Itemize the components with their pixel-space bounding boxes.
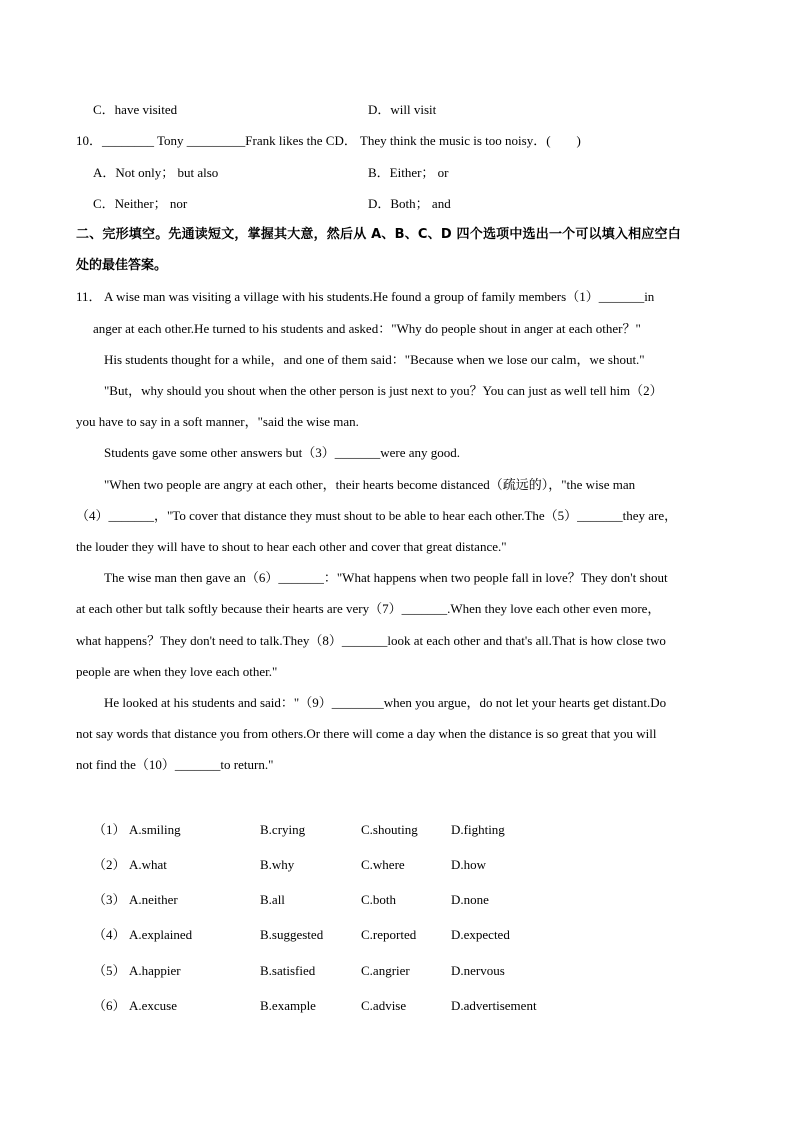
option-d: D.none xyxy=(451,892,489,907)
passage-line: Students gave some other answers but（3）_______were any good. xyxy=(104,445,460,460)
options-row xyxy=(0,997,794,1015)
passage-line: "But，why should you shout when the other person is just next to you？You can just as well tell him（2） xyxy=(104,383,663,398)
options-row xyxy=(0,926,794,944)
option-a: A.excuse xyxy=(129,998,178,1013)
passage-line: people are when they love each other." xyxy=(76,664,278,679)
q9-option-d: D．will visit xyxy=(368,102,437,117)
option-a: A.happier xyxy=(129,963,181,978)
option-number: （5） xyxy=(93,963,126,978)
passage-line: 11． A wise man was visiting a village with his students.He found a group of family members（1）_______in xyxy=(76,289,655,304)
option-number: （1） xyxy=(93,822,126,837)
option-b: B.crying xyxy=(260,822,306,837)
passage-line: The wise man then gave an（6）_______："What happens when two people fall in love？They don't shout xyxy=(104,570,668,585)
options-row xyxy=(0,891,794,909)
option-c: C.both xyxy=(361,892,397,907)
option-c: C.shouting xyxy=(361,822,418,837)
option-b: B.why xyxy=(260,857,295,872)
passage-line: what happens？They don't need to talk.They（8）_______look at each other and that's all.That is how close two xyxy=(76,633,666,648)
option-c: C.advise xyxy=(361,998,407,1013)
passage-line: anger at each other.He turned to his students and asked："Why do people shout in anger at each other？" xyxy=(93,321,641,336)
q9-option-c: C．have visited xyxy=(93,102,178,117)
option-b: B.suggested xyxy=(260,927,324,942)
option-b: B.satisfied xyxy=(260,963,316,978)
section-heading-line1: 二、完形填空。先通读短文，掌握其大意，然后从 A、B、C、D 四个选项中选出一个可以填入相应空白 xyxy=(76,227,681,242)
option-b: B.example xyxy=(260,998,316,1013)
q10-option-b: B．Either； or xyxy=(368,165,449,180)
passage-line: His students thought for a while，and one of them said："Because when we lose our calm，we shout." xyxy=(104,352,645,367)
passage-line: at each other but talk softly because their hearts are very（7）_______.When they love each other even more， xyxy=(76,601,661,616)
option-c: C.angrier xyxy=(361,963,410,978)
section-heading-line2: 处的最佳答案。 xyxy=(76,258,168,273)
option-d: D.nervous xyxy=(451,963,505,978)
option-d: D.how xyxy=(451,857,487,872)
option-b: B.all xyxy=(260,892,285,907)
q10-option-d: D．Both； and xyxy=(368,196,451,211)
passage-line: the louder they will have to shout to hear each other and cover that great distance." xyxy=(76,539,507,554)
passage-line: you have to say in a soft manner，"said the wise man. xyxy=(76,414,359,429)
option-a: A.what xyxy=(129,857,167,872)
option-number: （4） xyxy=(93,927,126,942)
q10-option-c: C．Neither； nor xyxy=(93,196,188,211)
option-number: （2） xyxy=(93,857,126,872)
passage-line: He looked at his students and said："（9）________when you argue，do not let your hearts get distant.Do xyxy=(104,695,667,710)
q10-stem: 10．________ Tony _________Frank likes the CD． They think the music is too noisy．( ) xyxy=(76,133,581,148)
option-number: （3） xyxy=(93,892,126,907)
option-a: A.explained xyxy=(129,927,193,942)
passage-line: not say words that distance you from others.Or there will come a day when the distance is so great that you will xyxy=(76,726,657,741)
passage-line: （4）_______，"To cover that distance they must shout to be able to hear each other.The（5）_______they are， xyxy=(76,508,678,523)
passage-line: "When two people are angry at each other，their hearts become distanced（疏远的），"the wise man xyxy=(104,477,636,492)
option-d: D.fighting xyxy=(451,822,505,837)
option-d: D.expected xyxy=(451,927,510,942)
option-c: C.reported xyxy=(361,927,417,942)
options-row xyxy=(0,856,794,874)
option-a: A.neither xyxy=(129,892,178,907)
options-row xyxy=(0,821,794,839)
passage-line: not find the（10）_______to return." xyxy=(76,757,274,772)
option-number: （6） xyxy=(93,998,126,1013)
option-a: A.smiling xyxy=(129,822,181,837)
options-row xyxy=(0,962,794,980)
option-d: D.advertisement xyxy=(451,998,537,1013)
option-c: C.where xyxy=(361,857,405,872)
q10-option-a: A．Not only； but also xyxy=(93,165,219,180)
